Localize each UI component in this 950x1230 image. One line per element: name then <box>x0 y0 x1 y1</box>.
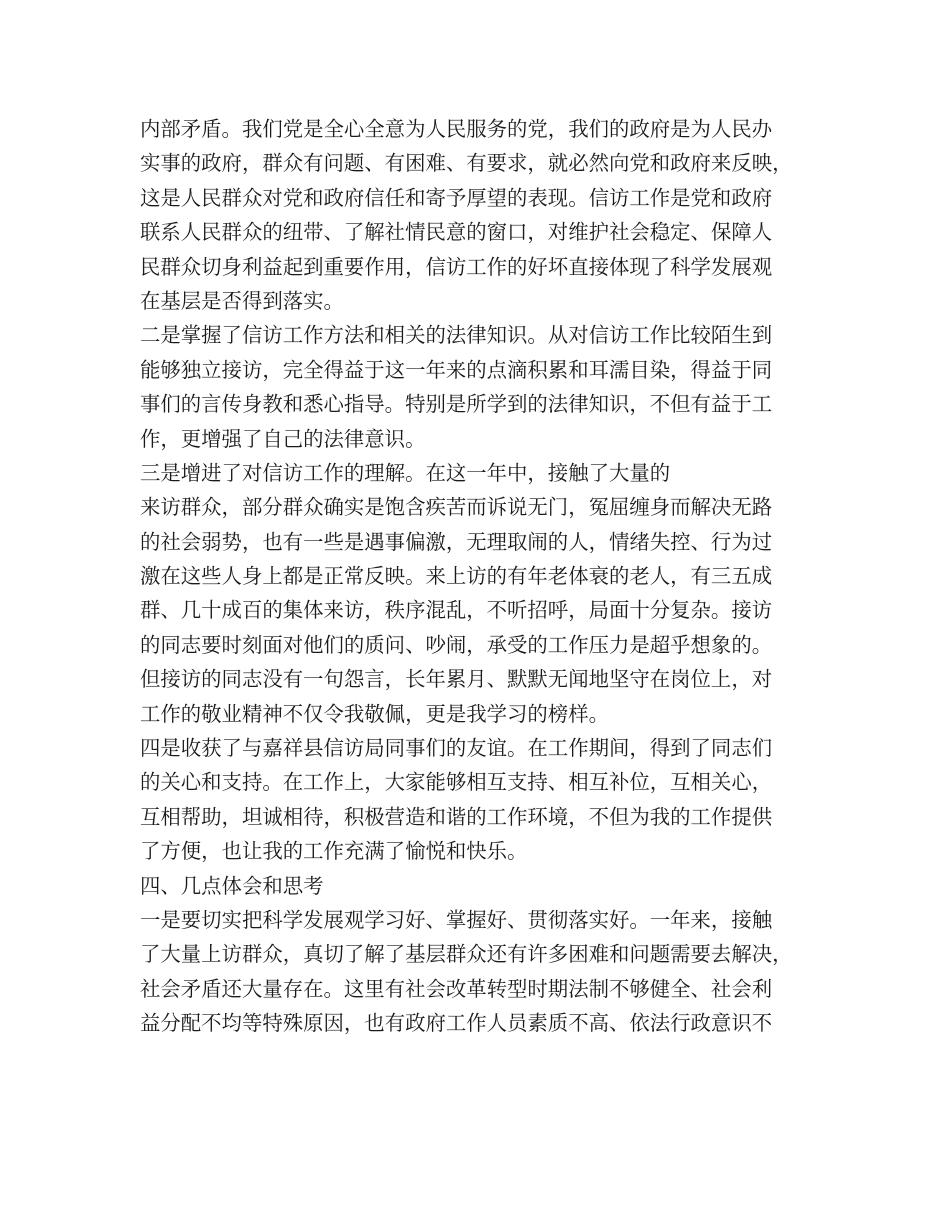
text-line: 能够独立接访，完全得益于这一年来的点滴积累和耳濡目染，得益于同 <box>140 357 773 382</box>
text-line: 的同志要时刻面对他们的质问、吵闹，承受的工作压力是超乎想象的。 <box>140 632 773 657</box>
text-line: 实事的政府，群众有问题、有困难、有要求，就必然向党和政府来反映， <box>140 151 793 176</box>
text-line: 群、几十成百的集体来访，秩序混乱，不听招呼，局面十分复杂。接访 <box>140 598 773 623</box>
text-line: 社会矛盾还大量存在。这里有社会改革转型时期法制不够健全、社会利 <box>140 976 773 1001</box>
text-line: 的社会弱势，也有一些是遇事偏激，无理取闹的人，情绪失控、行为过 <box>140 529 773 554</box>
text-line: 作，更增强了自己的法律意识。 <box>140 426 426 451</box>
text-line: 在基层是否得到落实。 <box>140 288 344 313</box>
text-line: 这是人民群众对党和政府信任和寄予厚望的表现。信访工作是党和政府 <box>140 185 773 210</box>
text-line: 一是要切实把科学发展观学习好、掌握好、贯彻落实好。一年来，接触 <box>140 907 773 932</box>
text-line: 了大量上访群众，真切了解了基层群众还有许多困难和问题需要去解决， <box>140 942 793 967</box>
text-line: 四是收获了与嘉祥县信访局同事们的友谊。在工作期间，得到了同志们 <box>140 736 773 761</box>
document-body <box>140 112 820 1041</box>
text-line: 工作的敬业精神不仅令我敬佩，更是我学习的榜样。 <box>140 701 609 726</box>
text-line: 的关心和支持。在工作上，大家能够相互支持、相互补位，互相关心， <box>140 770 773 795</box>
text-line: 激在这些人身上都是正常反映。来上访的有年老体衰的老人，有三五成 <box>140 564 773 589</box>
text-line: 联系人民群众的纽带、了解社情民意的窗口，对维护社会稳定、保障人 <box>140 220 773 245</box>
text-line: 来访群众，部分群众确实是饱含疾苦而诉说无门，冤屈缠身而解决无路 <box>140 495 773 520</box>
text-line: 内部矛盾。我们党是全心全意为人民服务的党，我们的政府是为人民办 <box>140 117 773 141</box>
text-line: 了方便，也让我的工作充满了愉悦和快乐。 <box>140 839 528 864</box>
text-line: 民群众切身利益起到重要作用，信访工作的好坏直接体现了科学发展观 <box>140 254 773 279</box>
text-line: 互相帮助，坦诚相待，积极营造和谐的工作环境，不但为我的工作提供 <box>140 804 773 829</box>
text-line: 事们的言传身教和悉心指导。特别是所学到的法律知识，不但有益于工 <box>140 392 773 417</box>
text-line: 益分配不均等特殊原因，也有政府工作人员素质不高、依法行政意识不 <box>140 1011 773 1036</box>
text-line: 四、几点体会和思考 <box>140 873 324 898</box>
text-line: 三是增进了对信访工作的理解。在这一年中，接触了大量的 <box>140 460 671 485</box>
text-line: 二是掌握了信访工作方法和相关的法律知识。从对信访工作比较陌生到 <box>140 323 773 348</box>
text-line: 但接访的同志没有一句怨言，长年累月、默默无闻地坚守在岗位上，对 <box>140 667 773 692</box>
